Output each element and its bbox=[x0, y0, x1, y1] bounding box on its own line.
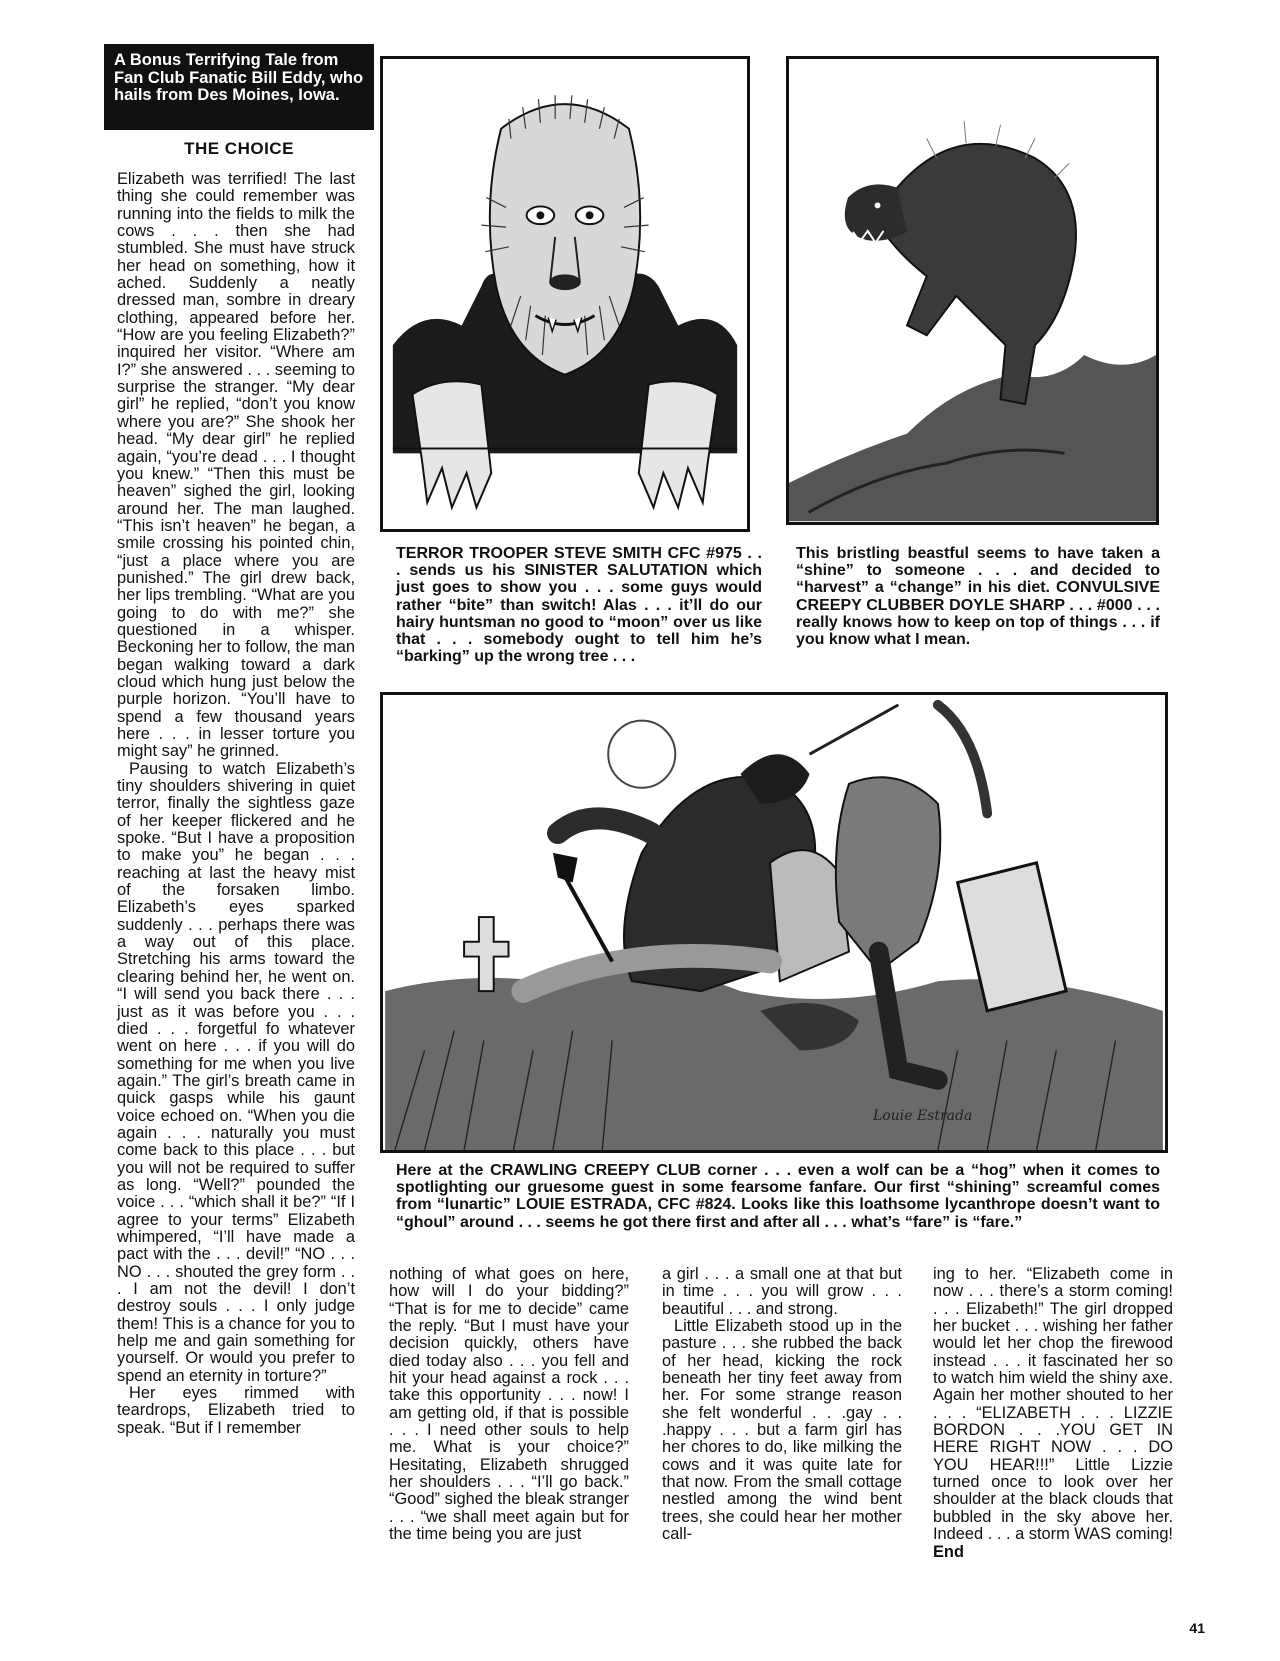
artist-signature: Louie Estrada bbox=[873, 1108, 973, 1124]
page-number: 41 bbox=[1189, 1620, 1205, 1636]
story-paragraph: Elizabeth was terrified! The last thing she could remember was running into the fields to milk the cows . . . then she had stumbled. She must have struck her head on something, how it ached. Suddenly a neatly dressed man, sombre in dreary clothing, appeared before her. “How are you feeling Elizabeth?” inquired her visitor. “Where am I?” she answered . . . seeming to surprise the stranger. “My dear girl” he replied, “don’t you know where you are?” She shook her head. “My dear girl” he replied again, “you’re dead . . . I thought you knew.” “Then this must be heaven” sighed the girl, looking around her. The man laughed. “This isn’t heaven” he began, a smile crossing his pointed chin, “just a place where you are punished.” The girl drew back, her lips trembling. “What are you going to do with me?” she questioned in a whisper. Beckoning her to follow, the man began walking toward a dark cloud which hung just below the purple horizon. “You’ll have to spend a few thousand years here . . . in lesser torture you might say” he grinned. bbox=[117, 170, 355, 761]
artwork-battle-scene bbox=[380, 692, 1168, 1153]
caption-art1: TERROR TROOPER STEVE SMITH CFC #975 . . . sends us his SINISTER SALUTATION which just goes to show you . . . some guys would rather “bite” than switch! Alas . . . it’ll do our hairy huntsman no good to “moon” over us like that . . . somebody ought to tell him he’s “barking” up the wrong tree . . . bbox=[396, 545, 762, 666]
story-column-1 bbox=[117, 171, 355, 1437]
story-column-2 bbox=[389, 1266, 629, 1544]
story-paragraph: Pausing to watch Elizabeth’s tiny shoulders shivering in quiet terror, finally the sightless gaze of her keeper flickered and he spoke. “But I have a proposition to make you” he began . . . reaching at last the heavy mist of the forsaken limbo. Elizabeth’s eyes sparked suddenly . . . perhaps there was a way out of this place. Stretching his arms toward the clearing behind her, he went on. “I will send you back there . . . just as it was before you . . . died . . . forgetful fo whatever went on here . . . if you will do something for me when you live again.” The girl’s breath came in quick gasps while his gaunt voice echoed on. “When you die again . . . naturally you must come back to this place . . . but you will not be required to suffer as long. “Well?” pounded the voice . . . “which shall it be?” “If I agree to your terms” Elizabeth whimpered, “I’ll have made a pact with the . . . devil!” “NO . . . NO . . . shouted the grey form . . . I am not the devil! I don’t destroy souls . . . I only judge them! This is a chance for you to help me and gain something for yourself. Or would you prefer to spend an eternity in torture?” bbox=[117, 759, 355, 1385]
story-paragraph: a girl . . . a small one at that but in time . . . you will grow . . . beautiful . . . and strong. bbox=[662, 1265, 902, 1318]
artwork-wolfman-portrait bbox=[380, 56, 750, 532]
story-column-4 bbox=[933, 1266, 1173, 1561]
wolfman-illustration bbox=[383, 59, 747, 529]
story-text: ing to her. “Elizabeth come in now . . . there’s a storm coming! . . . Elizabeth!” The girl dropped her bucket . . . wishing her father would let her chop the firewood instead . . . it fascinated her so to watch him wield the shiny axe. Again her mother shouted to her . . . “ELIZABETH . . . LIZZIE BORDON . . .YOU GET IN HERE RIGHT NOW . . . DO YOU HEAR!!!” Little Lizzie turned once to look over her shoulder at the black clouds that bubbled in the sky above her. Indeed . . . a storm WAS coming! bbox=[933, 1265, 1173, 1544]
story-title: THE CHOICE bbox=[184, 139, 294, 158]
caption-art2: This bristling beastful seems to have taken a “shine” to someone . . . and decided to “harvest” a “change” in his diet. CONVULSIVE CREEPY CLUBBER DOYLE SHARP . . . #000 . . . really knows how to keep on top of things . . . if you know what I mean. bbox=[796, 545, 1160, 649]
beast-illustration bbox=[789, 59, 1156, 522]
story-column-3 bbox=[662, 1266, 902, 1544]
story-paragraph: nothing of what goes on here, how will I do your bidding?” “That is for me to decide” came the reply. “But I must have your decision quickly, others have died today also . . . you fell and hit your head against a rock . . . take this opportunity . . . now! I am getting old, if that is possible . . . I need other souls to help me. What is your choice?” Hesitating, Elizabeth shrugged her shoulders . . . “I’ll go back.” “Good” sighed the bleak stranger . . . “we shall meet again but for the time being you are just bbox=[389, 1265, 629, 1544]
artwork-beast-on-rock bbox=[786, 56, 1159, 525]
caption-art3: Here at the CRAWLING CREEPY CLUB corner . . . even a wolf can be a “hog” when it comes to spotlighting our gruesome guest in some fearsome fanfare. Our first “shining” screamful comes from “lunartic” LOUIE ESTRADA, CFC #824. Looks like this loathsome lycanthrope doesn’t want to “ghoul” around . . . seems he got there first and after all . . . what’s “fare” is “fare.” bbox=[396, 1162, 1160, 1231]
story-paragraph: Little Elizabeth stood up in the pasture . . . she rubbed the back of her head, kicking the rock beneath her tiny feet away from her. For some strange reason she felt wonderful . . .gay . . .happy . . . but a farm girl has her chores to do, like milking the cows and it was quite late for that now. From the small cottage nestled among the wind bent trees, she could hear her mother call- bbox=[662, 1317, 902, 1544]
story-paragraph bbox=[933, 1266, 1173, 1561]
story-end-mark: End bbox=[933, 1542, 964, 1561]
battle-illustration bbox=[383, 695, 1165, 1150]
story-paragraph: Her eyes rimmed with teardrops, Elizabeth tried to speak. “But if I remember bbox=[117, 1384, 355, 1437]
intro-box: A Bonus Terrifying Tale from Fan Club Fanatic Bill Eddy, who hails from Des Moines, Iowa. bbox=[104, 44, 374, 130]
